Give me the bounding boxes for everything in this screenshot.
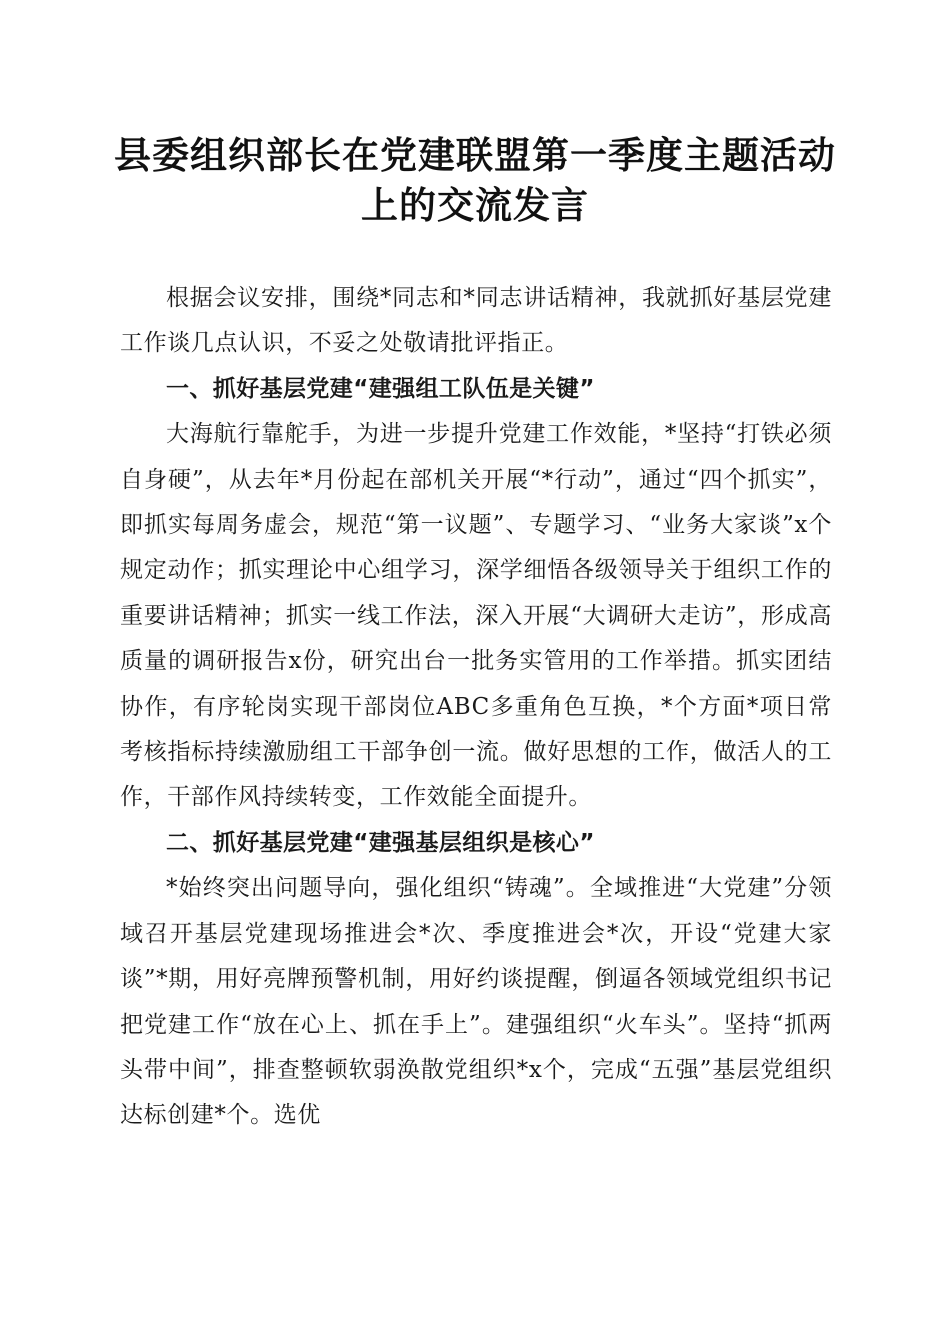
document-body — [120, 276, 832, 1139]
section-2-heading: 二、抓好基层党建“建强基层组织是核心” — [166, 829, 595, 856]
intro-paragraph: 根据会议安排，围绕*同志和*同志讲话精神，我就抓好基层党建工作谈几点认识，不妥之处敬请批评指正。 — [120, 285, 832, 357]
section-1-paragraph: 大海航行靠舵手，为进一步提升党建工作效能，*坚持“打铁必须自身硬”，从去年*月份起在部机关开展“*行动”，通过“四个抓实”，即抓实每周务虚会，规范“第一议题”、专题学习、“业务大家谈”x个规定动作；抓实理论中心组学习，深学细悟各级领导关于组织工作的重要讲话精神；抓实一线工作法，深入开展“大调研大走访”，形成高质量的调研报告x份，研究出台一批务实管用的工作举措。抓实团结协作，有序轮岗实现干部岗位ABC多重角色互换，*个方面*项日常考核指标持续激励组工干部争创一流。做好思想的工作，做活人的工作，干部作风持续转变，工作效能全面提升。 — [120, 421, 832, 811]
section-2-paragraph: *始终突出问题导向，强化组织“铸魂”。全域推进“大党建”分领域召开基层党建现场推进会*次、季度推进会*次，开设“党建大家谈”*期，用好亮牌预警机制，用好约谈提醒，倒逼各领域党组织书记把党建工作“放在心上、抓在手上”。建强组织“火车头”。坚持“抓两头带中间”，排查整顿软弱涣散党组织*x个，完成“五强”基层党组织达标创建*个。选优 — [120, 875, 832, 1129]
document-title: 县委组织部长在党建联盟第一季度主题活动上的交流发言 — [114, 133, 836, 227]
section-1-heading: 一、抓好基层党建“建强组工队伍是关键” — [166, 375, 595, 402]
